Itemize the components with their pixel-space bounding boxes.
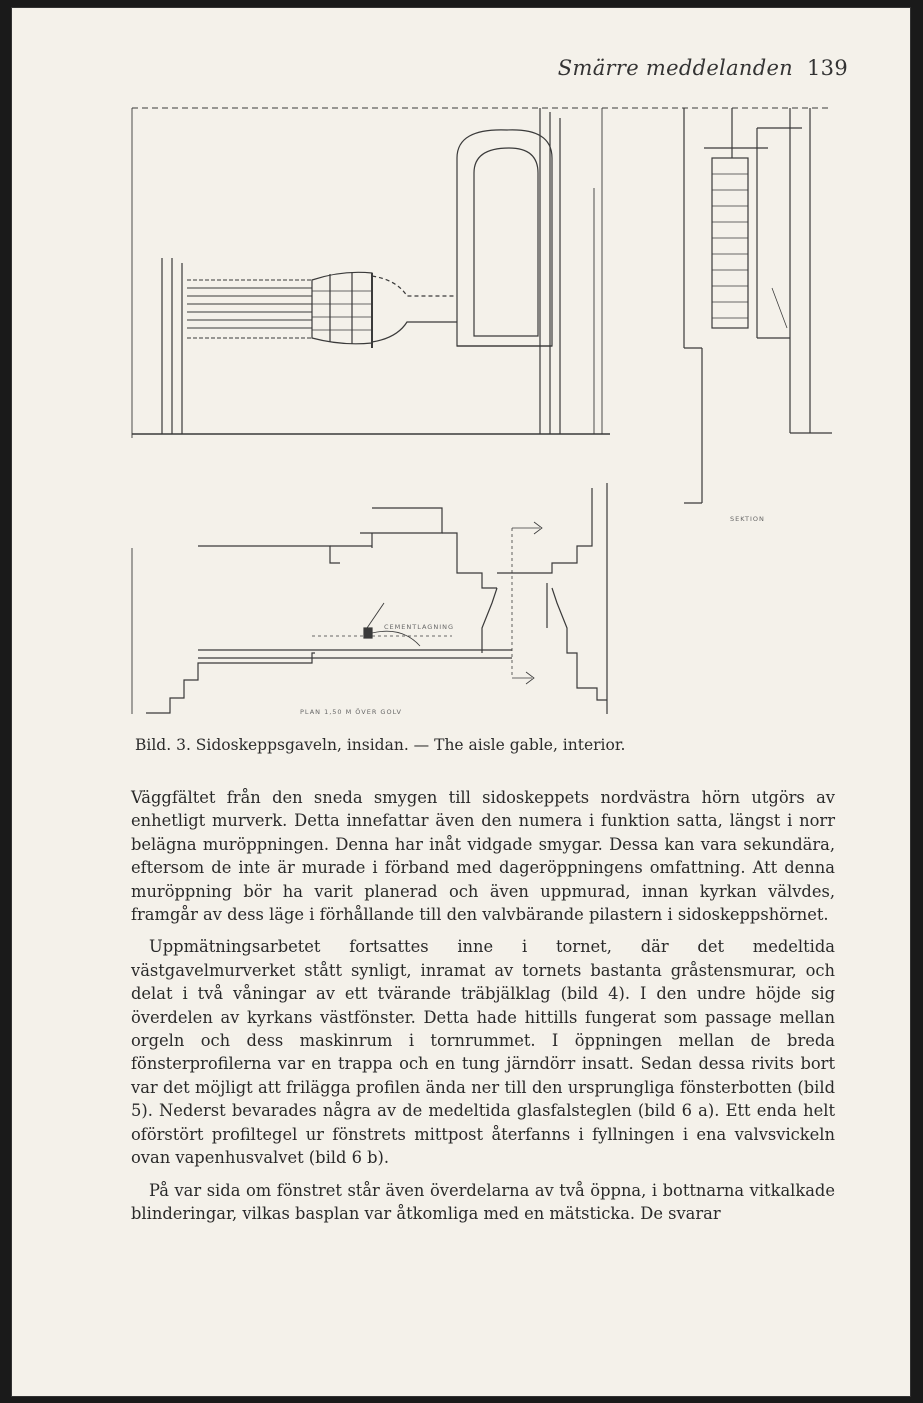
paragraph-3: På var sida om fönstret står även överdelarna av två öppna, i bottnarna vitkalkade blinderingar, vilkas basplan var åtkomliga med en mätsticka. De svarar bbox=[131, 1180, 835, 1223]
book-page bbox=[12, 8, 910, 1396]
plan-label: PLAN 1,50 M ÖVER GOLV bbox=[300, 708, 402, 716]
section-label: SEKTION bbox=[730, 515, 765, 523]
paragraph-1: Väggfältet från den sneda smygen till sidoskeppets nordvästra hörn utgörs av enhetligt murverk. Detta innefattar även den numera i funktion satta, längst i norr belägna muröppningen. Denna har inåt vidgade smygar. Dessa kan vara sekundära, eftersom de inte är murade i förband med dageröppningens omfattning. Att denna muröppning bör ha varit planerad och även uppmurad, innan kyrkan välvdes, framgår av dess läge i förhållande till den valvbärande pilastern i sidoskeppshörnet. bbox=[131, 788, 835, 925]
paragraph-2: Uppmätningsarbetet fortsattes inne i tornet, där det medeltida västgavelmurverket stått synligt, inramat av tornets bastanta gråstensmurar, och delat i två våningar av ett tvärande träbjälklag (bild 4). I den undre höjde sig överdelen av kyrkans västfönster. Detta hade hittills fungerat som passage mellan orgeln och dess maskinrum i tornrummet. I öppningen mellan de breda fönsterprofilerna var en trappa och en tung järndörr insatt. Sedan dessa rivits bort var det möjligt att frilägga profilen ända ner till den ursprungliga fönsterbotten (bild 5). Nederst bevarades några av de medeltida glasfalsteglen (bild 6 a). Ett enda helt oförstört profiltegel ur fönstrets mittpost återfanns i fyllningen i ena valvsvickeln ovan vapenhusvalvet (bild 6 b). bbox=[131, 937, 835, 1168]
section-title: Smärre meddelanden bbox=[557, 56, 794, 80]
figure-caption: Bild. 3. Sidoskeppsgaveln, insidan. — The aisle gable, interior. bbox=[135, 736, 626, 754]
body-text bbox=[131, 786, 835, 1225]
architectural-drawing bbox=[12, 8, 910, 748]
section-drawing bbox=[684, 108, 832, 503]
plan-drawing bbox=[132, 483, 607, 714]
annotation-text: CEMENTLAGNING bbox=[384, 623, 455, 631]
page-number: 139 bbox=[807, 56, 848, 80]
figure-drawing bbox=[12, 8, 910, 748]
